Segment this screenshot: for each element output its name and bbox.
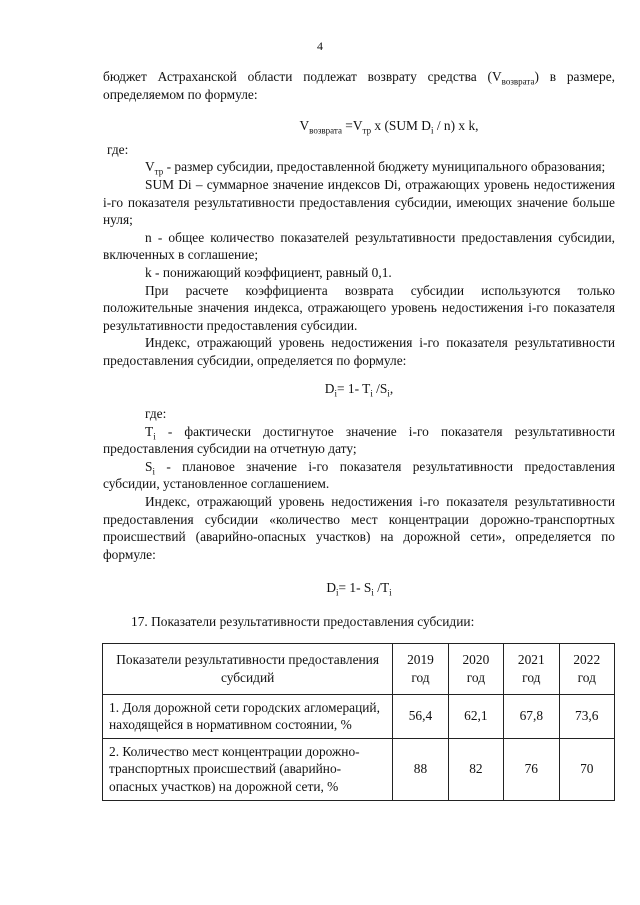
- document-body: [103, 68, 615, 801]
- table-header-row: [103, 643, 615, 694]
- table-cell-value: 56,4: [393, 694, 448, 738]
- table-cell-value: 88: [393, 738, 448, 800]
- definition-n: n - общее количество показателей результативности предоставления субсидии, включенных в соглашение;: [103, 229, 615, 263]
- formula-index-1: $D_i= 1-$ $T_i$ $/S_i$,: [324, 380, 394, 399]
- formula-return-amount: $V_{возврата} =V_{тр}$ x (SUM $D_i / n$) x k,: [299, 118, 479, 136]
- table-header-year: 2021 год: [504, 643, 559, 694]
- paragraph-positive-values: При расчете коэффициента возврата субсидии используются только положительные значения индекса, отражающего уровень недостижения i-го показателя результативности предоставления субсидии.: [103, 282, 615, 333]
- formula-index-2: $D_i= 1-$ $S_i$ $/T_i$: [326, 580, 392, 599]
- table-row: [103, 738, 615, 800]
- table-cell-indicator: 1. Доля дорожной сети городских агломераций, находящейся в нормативном состоянии, %: [103, 694, 393, 738]
- table-cell-value: 73,6: [559, 694, 614, 738]
- table-cell-value: 70: [559, 738, 614, 800]
- table-header-indicator: Показатели результативности предоставления субсидий: [103, 643, 393, 694]
- table-cell-value: 76: [504, 738, 559, 800]
- definition-sum: SUM Di – суммарное значение индексов Di, отражающих уровень недостижения i-го показателя результативности предоставления субсидии, имеющих значение больше нуля;: [103, 176, 615, 228]
- where-label: где:: [107, 141, 129, 157]
- table-row: [103, 694, 615, 738]
- table-cell-value: 67,8: [504, 694, 559, 738]
- paragraph-index-accidents: Индекс, отражающий уровень недостижения i-го показателя результативности предоставления субсидии «количество мест концентрации дорожно-транспортных происшествий (аварийно-опасных участков) на дорожной сети», определяется по формуле:: [103, 494, 615, 562]
- table-header-year: 2020 год: [448, 643, 503, 694]
- table-header-year: 2022 год: [559, 643, 614, 694]
- table-cell-value: 62,1: [448, 694, 503, 738]
- definition-v: $V_{тр}$ - размер субсидии, предоставленной бюджету муниципального образования;: [145, 159, 606, 178]
- page-number: 4: [317, 39, 323, 53]
- definition-t: $T_i$ - фактически достигнутое значение i-го показателя результативности предоставления субсидии на отчетную дату;: [103, 423, 615, 457]
- definition-k: k - понижающий коэффициент, равный 0,1.: [145, 264, 392, 280]
- indicators-table: [102, 643, 615, 801]
- paragraph-return-intro: бюджет Астраханской области подлежат возврату средства $(V_{возврата})$ в размере, определяемом по формуле:: [103, 69, 615, 102]
- paragraph-index-intro: Индекс, отражающий уровень недостижения i-го показателя результативности предоставления субсидии, определяется по формуле:: [103, 335, 615, 368]
- section-title: 17. Показатели результативности предоставления субсидии:: [131, 614, 475, 630]
- table-header-year: 2019 год: [393, 643, 448, 694]
- where-label-2: где:: [145, 406, 167, 422]
- table-cell-value: 82: [448, 738, 503, 800]
- table-cell-indicator: 2. Количество мест концентрации дорожно-транспортных происшествий (аварийно-опасных участков) на дорожной сети, %: [103, 738, 393, 800]
- definition-s: $S_i$ - плановое значение i-го показателя результативности предоставления субсидии, установленное соглашением.: [103, 458, 615, 492]
